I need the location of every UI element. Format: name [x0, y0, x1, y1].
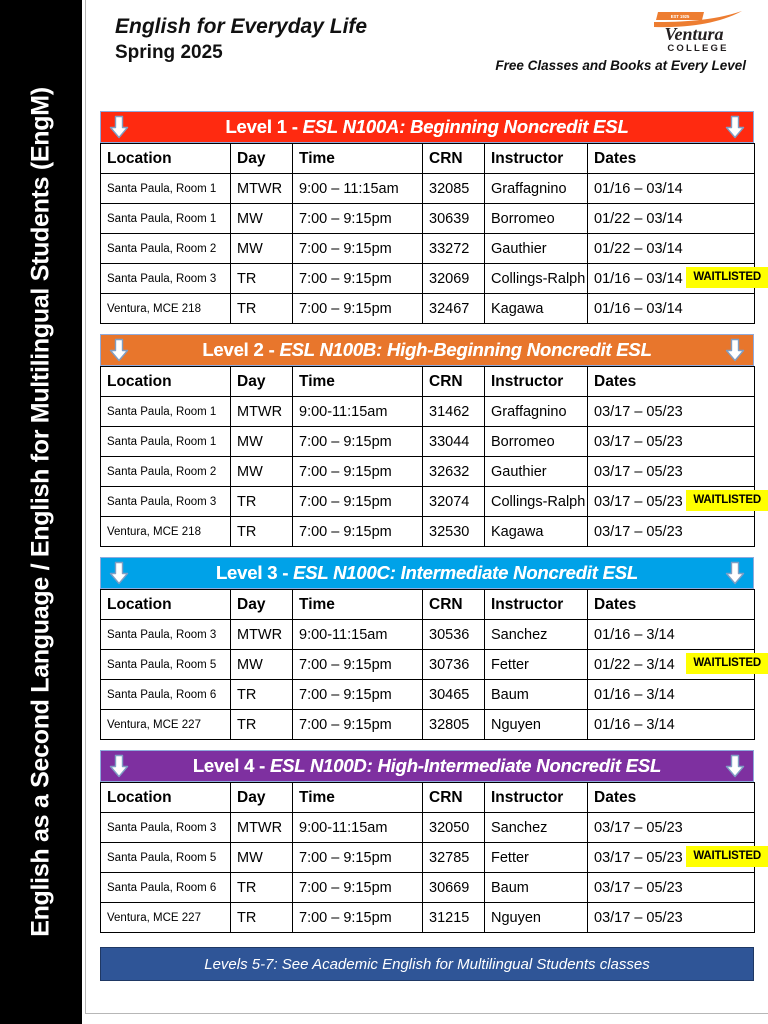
cell-instructor: Collings-Ralph: [485, 264, 588, 294]
header-tagline: Free Classes and Books at Every Level: [495, 58, 746, 73]
footer-banner-label: Levels 5-7: See Academic English for Multilingual Students classes: [204, 955, 650, 973]
column-header-instructor: Instructor: [485, 144, 588, 174]
ventura-college-logo: [642, 6, 746, 56]
level-number-label: Level 3 -: [215, 562, 294, 583]
cell-location: Ventura, MCE 218: [101, 517, 231, 547]
table-row: [101, 294, 755, 324]
cell-location: Ventura, MCE 218: [101, 294, 231, 324]
cell-location: Santa Paula, Room 3: [101, 813, 231, 843]
level-section-3: [100, 557, 761, 740]
cell-location: Santa Paula, Room 6: [101, 873, 231, 903]
logo-wordmark-text: COLLEGE: [667, 43, 729, 54]
cell-time: 7:00 – 9:15pm: [293, 903, 423, 933]
cell-day: MW: [231, 843, 293, 873]
cell-instructor: Nguyen: [485, 903, 588, 933]
table-row: [101, 427, 755, 457]
down-arrow-icon: [725, 754, 745, 778]
table-row: [101, 873, 755, 903]
cell-time: 7:00 – 9:15pm: [293, 517, 423, 547]
table-row: [101, 710, 755, 740]
cell-crn: 32530: [423, 517, 485, 547]
column-header-time: Time: [293, 367, 423, 397]
down-arrow-icon: [725, 338, 745, 362]
levels-container: [86, 104, 768, 933]
cell-location: Santa Paula, Room 2: [101, 234, 231, 264]
cell-time: 7:00 – 9:15pm: [293, 204, 423, 234]
column-header-location: Location: [101, 367, 231, 397]
logo-script-text: Ventura: [664, 24, 724, 44]
cell-day: MW: [231, 457, 293, 487]
cell-crn: 30736: [423, 650, 485, 680]
level-header-bar-2: [100, 334, 754, 366]
table-row: [101, 457, 755, 487]
cell-time: 7:00 – 9:15pm: [293, 843, 423, 873]
column-header-crn: CRN: [423, 367, 485, 397]
cell-time: 7:00 – 9:15pm: [293, 234, 423, 264]
cell-day: MW: [231, 204, 293, 234]
cell-dates: 01/22 – 03/14: [588, 204, 755, 234]
level-header-title-3: [216, 562, 638, 584]
cell-crn: 30465: [423, 680, 485, 710]
cell-dates: 03/17 – 05/23: [588, 873, 755, 903]
cell-dates: 03/17 – 05/23: [588, 843, 755, 873]
column-header-location: Location: [101, 590, 231, 620]
cell-time: 7:00 – 9:15pm: [293, 294, 423, 324]
cell-time: 7:00 – 9:15pm: [293, 457, 423, 487]
table-row: [101, 903, 755, 933]
column-header-day: Day: [231, 144, 293, 174]
cell-dates: 01/16 – 03/14: [588, 294, 755, 324]
cell-instructor: Baum: [485, 873, 588, 903]
cell-dates: 01/22 – 3/14: [588, 650, 755, 680]
table-header-row: [101, 783, 755, 813]
cell-dates: 01/16 – 3/14: [588, 620, 755, 650]
page-subtitle: Spring 2025: [115, 42, 223, 63]
cell-crn: 30639: [423, 204, 485, 234]
level-course-label: ESL N100D: High-Intermediate Noncredit ESL: [270, 755, 662, 776]
cell-crn: 32069: [423, 264, 485, 294]
content-column: [86, 0, 768, 1013]
cell-time: 7:00 – 9:15pm: [293, 680, 423, 710]
down-arrow-icon: [109, 754, 129, 778]
table-row: [101, 397, 755, 427]
cell-crn: 33272: [423, 234, 485, 264]
down-arrow-icon: [725, 115, 745, 139]
cell-day: MW: [231, 427, 293, 457]
cell-instructor: Sanchez: [485, 813, 588, 843]
level-header-title-4: [193, 755, 661, 777]
section-spacer: [86, 740, 768, 750]
cell-instructor: Graffagnino: [485, 397, 588, 427]
vertical-spine-banner: [0, 0, 82, 1024]
cell-time: 9:00-11:15am: [293, 813, 423, 843]
ventura-college-logo-svg: [642, 6, 746, 56]
column-header-dates: Dates: [588, 590, 755, 620]
section-spacer: [86, 547, 768, 557]
cell-crn: 32805: [423, 710, 485, 740]
column-header-location: Location: [101, 783, 231, 813]
level-course-label: ESL N100B: High-Beginning Noncredit ESL: [279, 339, 652, 360]
table-header-row: [101, 590, 755, 620]
table-header-row: [101, 144, 755, 174]
cell-instructor: Nguyen: [485, 710, 588, 740]
cell-time: 7:00 – 9:15pm: [293, 427, 423, 457]
cell-crn: 32085: [423, 174, 485, 204]
column-header-day: Day: [231, 590, 293, 620]
column-header-crn: CRN: [423, 144, 485, 174]
column-header-time: Time: [293, 144, 423, 174]
cell-dates: 01/22 – 03/14: [588, 234, 755, 264]
spine-title: English as a Second Language / English for Multilingual Students (EngM): [26, 87, 55, 937]
cell-time: 7:00 – 9:15pm: [293, 487, 423, 517]
level-course-label: ESL N100C: Intermediate Noncredit ESL: [293, 562, 639, 583]
waitlisted-badge: WAITLISTED: [686, 653, 768, 674]
cell-time: 7:00 – 9:15pm: [293, 650, 423, 680]
cell-crn: 32785: [423, 843, 485, 873]
cell-dates: 01/16 – 3/14: [588, 680, 755, 710]
cell-day: MTWR: [231, 397, 293, 427]
column-header-day: Day: [231, 367, 293, 397]
level-section-4: [100, 750, 761, 933]
cell-day: MTWR: [231, 813, 293, 843]
cell-location: Santa Paula, Room 6: [101, 680, 231, 710]
cell-crn: 31462: [423, 397, 485, 427]
cell-location: Santa Paula, Room 1: [101, 204, 231, 234]
cell-day: MW: [231, 234, 293, 264]
cell-day: MW: [231, 650, 293, 680]
column-header-crn: CRN: [423, 590, 485, 620]
schedule-table-2: [100, 366, 755, 547]
level-header-bar-4: [100, 750, 754, 782]
cell-location: Santa Paula, Room 1: [101, 397, 231, 427]
cell-time: 7:00 – 9:15pm: [293, 710, 423, 740]
cell-dates: 03/17 – 05/23: [588, 813, 755, 843]
level-section-2: [100, 334, 761, 547]
cell-crn: 32074: [423, 487, 485, 517]
cell-day: TR: [231, 517, 293, 547]
level-number-label: Level 2 -: [202, 339, 280, 360]
section-spacer: [86, 324, 768, 334]
down-arrow-icon: [109, 561, 129, 585]
cell-day: TR: [231, 487, 293, 517]
table-row: [101, 650, 755, 680]
level-header-bar-1: [100, 111, 754, 143]
cell-dates: 03/17 – 05/23: [588, 427, 755, 457]
page-bottom-rule: [86, 1013, 768, 1014]
table-row: [101, 264, 755, 294]
cell-instructor: Baum: [485, 680, 588, 710]
column-header-instructor: Instructor: [485, 367, 588, 397]
cell-location: Santa Paula, Room 5: [101, 650, 231, 680]
level-number-label: Level 4 -: [192, 755, 271, 776]
cell-instructor: Gauthier: [485, 457, 588, 487]
cell-location: Santa Paula, Room 3: [101, 620, 231, 650]
page-header: [86, 0, 768, 104]
cell-instructor: Collings-Ralph: [485, 487, 588, 517]
cell-location: Santa Paula, Room 1: [101, 174, 231, 204]
table-row: [101, 204, 755, 234]
cell-dates: 03/17 – 05/23: [588, 903, 755, 933]
cell-crn: 32050: [423, 813, 485, 843]
level-header-title-2: [202, 339, 651, 361]
cell-location: Santa Paula, Room 3: [101, 264, 231, 294]
cell-dates: 03/17 – 05/23: [588, 517, 755, 547]
cell-instructor: Sanchez: [485, 620, 588, 650]
waitlisted-badge: WAITLISTED: [686, 846, 768, 867]
cell-day: TR: [231, 873, 293, 903]
table-row: [101, 517, 755, 547]
cell-dates: 01/16 – 3/14: [588, 710, 755, 740]
cell-time: 7:00 – 9:15pm: [293, 873, 423, 903]
cell-location: Santa Paula, Room 5: [101, 843, 231, 873]
cell-crn: 30669: [423, 873, 485, 903]
cell-day: TR: [231, 903, 293, 933]
down-arrow-icon: [109, 115, 129, 139]
cell-dates: 03/17 – 05/23: [588, 487, 755, 517]
column-header-instructor: Instructor: [485, 783, 588, 813]
cell-day: MTWR: [231, 620, 293, 650]
title-block: [115, 14, 367, 66]
cell-dates: 03/17 – 05/23: [588, 397, 755, 427]
cell-location: Santa Paula, Room 1: [101, 427, 231, 457]
schedule-table-1: [100, 143, 755, 324]
column-header-dates: Dates: [588, 367, 755, 397]
cell-crn: 33044: [423, 427, 485, 457]
cell-crn: 32632: [423, 457, 485, 487]
cell-instructor: Kagawa: [485, 294, 588, 324]
table-row: [101, 680, 755, 710]
cell-location: Santa Paula, Room 2: [101, 457, 231, 487]
table-row: [101, 234, 755, 264]
table-row: [101, 174, 755, 204]
column-header-location: Location: [101, 144, 231, 174]
cell-instructor: Gauthier: [485, 234, 588, 264]
cell-day: MTWR: [231, 174, 293, 204]
cell-instructor: Graffagnino: [485, 174, 588, 204]
cell-crn: 30536: [423, 620, 485, 650]
column-header-day: Day: [231, 783, 293, 813]
cell-location: Santa Paula, Room 3: [101, 487, 231, 517]
cell-dates: 01/16 – 03/14: [588, 264, 755, 294]
cell-instructor: Borromeo: [485, 204, 588, 234]
table-row: [101, 843, 755, 873]
cell-location: Ventura, MCE 227: [101, 903, 231, 933]
section-spacer: [86, 104, 768, 111]
column-header-instructor: Instructor: [485, 590, 588, 620]
cell-crn: 32467: [423, 294, 485, 324]
level-header-title-1: [225, 116, 628, 138]
cell-day: TR: [231, 264, 293, 294]
level-course-label: ESL N100A: Beginning Noncredit ESL: [302, 116, 629, 137]
cell-time: 9:00 – 11:15am: [293, 174, 423, 204]
cell-instructor: Borromeo: [485, 427, 588, 457]
down-arrow-icon: [109, 338, 129, 362]
cell-day: TR: [231, 710, 293, 740]
cell-instructor: Fetter: [485, 650, 588, 680]
schedule-table-4: [100, 782, 755, 933]
cell-instructor: Kagawa: [485, 517, 588, 547]
cell-dates: 01/16 – 03/14: [588, 174, 755, 204]
down-arrow-icon: [725, 561, 745, 585]
schedule-table-3: [100, 589, 755, 740]
cell-dates: 03/17 – 05/23: [588, 457, 755, 487]
table-row: [101, 813, 755, 843]
cell-day: TR: [231, 294, 293, 324]
column-header-time: Time: [293, 783, 423, 813]
logo-est-text: EST 1925: [670, 14, 690, 19]
page-title: English for Everyday Life: [115, 15, 368, 38]
level-section-1: [100, 111, 761, 324]
table-row: [101, 487, 755, 517]
table-header-row: [101, 367, 755, 397]
waitlisted-badge: WAITLISTED: [686, 267, 768, 288]
cell-day: TR: [231, 680, 293, 710]
table-row: [101, 620, 755, 650]
level-header-bar-3: [100, 557, 754, 589]
column-header-time: Time: [293, 590, 423, 620]
cell-time: 9:00-11:15am: [293, 397, 423, 427]
cell-time: 9:00-11:15am: [293, 620, 423, 650]
column-header-dates: Dates: [588, 783, 755, 813]
column-header-dates: Dates: [588, 144, 755, 174]
cell-crn: 31215: [423, 903, 485, 933]
cell-time: 7:00 – 9:15pm: [293, 264, 423, 294]
cell-location: Ventura, MCE 227: [101, 710, 231, 740]
column-header-crn: CRN: [423, 783, 485, 813]
waitlisted-badge: WAITLISTED: [686, 490, 768, 511]
level-number-label: Level 1 -: [225, 116, 303, 137]
cell-instructor: Fetter: [485, 843, 588, 873]
footer-banner: [100, 947, 754, 981]
